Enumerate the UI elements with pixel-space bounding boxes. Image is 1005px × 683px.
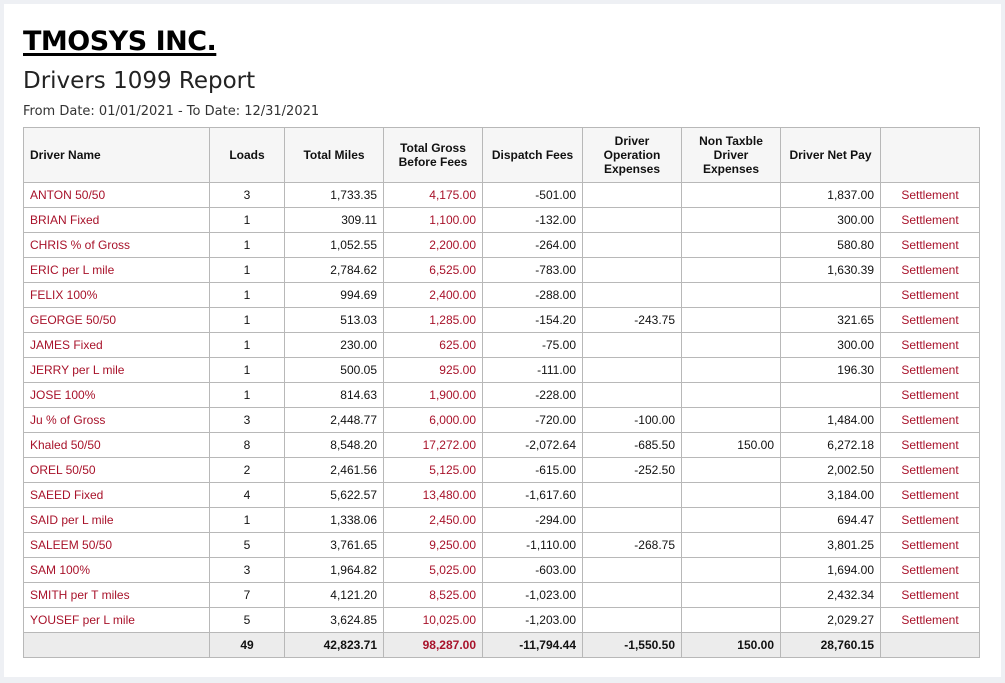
loads-cell: 3 xyxy=(210,183,285,208)
report-title: Drivers 1099 Report xyxy=(23,68,256,94)
table-row xyxy=(24,358,980,383)
net-pay-cell: 3,801.25 xyxy=(781,533,881,558)
settlement-link[interactable]: Settlement xyxy=(881,208,980,233)
settlement-link[interactable]: Settlement xyxy=(881,483,980,508)
settlement-link[interactable]: Settlement xyxy=(881,283,980,308)
non-taxable-expenses-cell xyxy=(682,308,781,333)
non-taxable-expenses-cell xyxy=(682,583,781,608)
table-row xyxy=(24,583,980,608)
total-gross-cell: 13,480.00 xyxy=(384,483,483,508)
table-row xyxy=(24,258,980,283)
col-dispatch-fees: Dispatch Fees xyxy=(483,128,583,183)
non-taxable-expenses-cell xyxy=(682,458,781,483)
settlement-link[interactable]: Settlement xyxy=(881,583,980,608)
loads-cell: 5 xyxy=(210,608,285,633)
total-miles-cell: 8,548.20 xyxy=(285,433,384,458)
non-taxable-expenses-cell xyxy=(682,183,781,208)
settlement-link[interactable]: Settlement xyxy=(881,533,980,558)
total-miles-cell: 994.69 xyxy=(285,283,384,308)
table-row xyxy=(24,508,980,533)
table-body xyxy=(24,183,980,633)
driver-name-link[interactable]: JERRY per L mile xyxy=(24,358,210,383)
operation-expenses-cell xyxy=(583,358,682,383)
total-gross-cell: 8,525.00 xyxy=(384,583,483,608)
non-taxable-expenses-cell xyxy=(682,208,781,233)
driver-name-link[interactable]: SAM 100% xyxy=(24,558,210,583)
dispatch-fees-cell: -75.00 xyxy=(483,333,583,358)
loads-cell: 1 xyxy=(210,358,285,383)
driver-name-link[interactable]: ERIC per L mile xyxy=(24,258,210,283)
loads-cell: 5 xyxy=(210,533,285,558)
dispatch-fees-cell: -1,023.00 xyxy=(483,583,583,608)
total-gross-cell: 1,285.00 xyxy=(384,308,483,333)
driver-name-link[interactable]: ANTON 50/50 xyxy=(24,183,210,208)
totals-gross: 98,287.00 xyxy=(384,633,483,658)
loads-cell: 1 xyxy=(210,258,285,283)
operation-expenses-cell: -252.50 xyxy=(583,458,682,483)
table-row xyxy=(24,208,980,233)
driver-name-link[interactable]: SAEED Fixed xyxy=(24,483,210,508)
operation-expenses-cell: -100.00 xyxy=(583,408,682,433)
net-pay-cell: 694.47 xyxy=(781,508,881,533)
operation-expenses-cell xyxy=(583,283,682,308)
total-gross-cell: 10,025.00 xyxy=(384,608,483,633)
date-range: From Date: 01/01/2021 - To Date: 12/31/2021 xyxy=(23,104,320,119)
dispatch-fees-cell: -154.20 xyxy=(483,308,583,333)
col-driver-operation-expenses: Driver Operation Expenses xyxy=(583,128,682,183)
net-pay-cell: 580.80 xyxy=(781,233,881,258)
loads-cell: 1 xyxy=(210,208,285,233)
settlement-link[interactable]: Settlement xyxy=(881,183,980,208)
net-pay-cell: 2,002.50 xyxy=(781,458,881,483)
driver-name-link[interactable]: CHRIS % of Gross xyxy=(24,233,210,258)
driver-name-link[interactable]: JAMES Fixed xyxy=(24,333,210,358)
operation-expenses-cell: -268.75 xyxy=(583,533,682,558)
driver-name-link[interactable]: FELIX 100% xyxy=(24,283,210,308)
settlement-link[interactable]: Settlement xyxy=(881,508,980,533)
table-row xyxy=(24,283,980,308)
total-miles-cell: 2,448.77 xyxy=(285,408,384,433)
operation-expenses-cell xyxy=(583,383,682,408)
total-miles-cell: 1,338.06 xyxy=(285,508,384,533)
total-gross-cell: 6,000.00 xyxy=(384,408,483,433)
operation-expenses-cell xyxy=(583,208,682,233)
table-row xyxy=(24,233,980,258)
loads-cell: 1 xyxy=(210,383,285,408)
operation-expenses-cell xyxy=(583,483,682,508)
dispatch-fees-cell: -615.00 xyxy=(483,458,583,483)
non-taxable-expenses-cell xyxy=(682,283,781,308)
totals-row xyxy=(24,633,980,658)
table-row xyxy=(24,308,980,333)
total-gross-cell: 2,450.00 xyxy=(384,508,483,533)
non-taxable-expenses-cell: 150.00 xyxy=(682,433,781,458)
table-row xyxy=(24,408,980,433)
loads-cell: 1 xyxy=(210,308,285,333)
total-gross-cell: 4,175.00 xyxy=(384,183,483,208)
total-miles-cell: 230.00 xyxy=(285,333,384,358)
driver-name-link[interactable]: SALEEM 50/50 xyxy=(24,533,210,558)
drivers-1099-table xyxy=(23,127,980,658)
net-pay-cell: 1,694.00 xyxy=(781,558,881,583)
settlement-link[interactable]: Settlement xyxy=(881,308,980,333)
settlement-link[interactable]: Settlement xyxy=(881,458,980,483)
col-non-taxable-expenses: Non Taxble Driver Expenses xyxy=(682,128,781,183)
col-total-miles: Total Miles xyxy=(285,128,384,183)
driver-name-link[interactable]: JOSE 100% xyxy=(24,383,210,408)
settlement-link[interactable]: Settlement xyxy=(881,558,980,583)
table-row xyxy=(24,383,980,408)
non-taxable-expenses-cell xyxy=(682,333,781,358)
loads-cell: 1 xyxy=(210,233,285,258)
driver-name-link[interactable]: SAID per L mile xyxy=(24,508,210,533)
totals-non-taxable-expenses: 150.00 xyxy=(682,633,781,658)
operation-expenses-cell xyxy=(583,333,682,358)
dispatch-fees-cell: -2,072.64 xyxy=(483,433,583,458)
dispatch-fees-cell: -501.00 xyxy=(483,183,583,208)
dispatch-fees-cell: -1,110.00 xyxy=(483,533,583,558)
col-driver-name: Driver Name xyxy=(24,128,210,183)
net-pay-cell: 1,630.39 xyxy=(781,258,881,283)
dispatch-fees-cell: -603.00 xyxy=(483,558,583,583)
total-miles-cell: 2,784.62 xyxy=(285,258,384,283)
operation-expenses-cell: -685.50 xyxy=(583,433,682,458)
dispatch-fees-cell: -294.00 xyxy=(483,508,583,533)
total-gross-cell: 1,100.00 xyxy=(384,208,483,233)
operation-expenses-cell xyxy=(583,608,682,633)
total-miles-cell: 1,964.82 xyxy=(285,558,384,583)
net-pay-cell: 1,837.00 xyxy=(781,183,881,208)
net-pay-cell: 321.65 xyxy=(781,308,881,333)
dispatch-fees-cell: -720.00 xyxy=(483,408,583,433)
non-taxable-expenses-cell xyxy=(682,608,781,633)
dispatch-fees-cell: -264.00 xyxy=(483,233,583,258)
total-gross-cell: 5,025.00 xyxy=(384,558,483,583)
total-miles-cell: 3,761.65 xyxy=(285,533,384,558)
col-action xyxy=(881,128,980,183)
col-loads: Loads xyxy=(210,128,285,183)
settlement-link[interactable]: Settlement xyxy=(881,233,980,258)
settlement-link[interactable]: Settlement xyxy=(881,408,980,433)
total-miles-cell: 1,052.55 xyxy=(285,233,384,258)
settlement-link[interactable]: Settlement xyxy=(881,608,980,633)
driver-name-link[interactable]: OREL 50/50 xyxy=(24,458,210,483)
net-pay-cell: 6,272.18 xyxy=(781,433,881,458)
dispatch-fees-cell: -111.00 xyxy=(483,358,583,383)
dispatch-fees-cell: -228.00 xyxy=(483,383,583,408)
net-pay-cell: 1,484.00 xyxy=(781,408,881,433)
operation-expenses-cell xyxy=(583,558,682,583)
net-pay-cell: 196.30 xyxy=(781,358,881,383)
net-pay-cell: 3,184.00 xyxy=(781,483,881,508)
non-taxable-expenses-cell xyxy=(682,258,781,283)
operation-expenses-cell: -243.75 xyxy=(583,308,682,333)
non-taxable-expenses-cell xyxy=(682,358,781,383)
total-miles-cell: 4,121.20 xyxy=(285,583,384,608)
dispatch-fees-cell: -783.00 xyxy=(483,258,583,283)
table-row xyxy=(24,333,980,358)
dispatch-fees-cell: -288.00 xyxy=(483,283,583,308)
settlement-link[interactable]: Settlement xyxy=(881,383,980,408)
operation-expenses-cell xyxy=(583,183,682,208)
totals-net-pay: 28,760.15 xyxy=(781,633,881,658)
operation-expenses-cell xyxy=(583,233,682,258)
table-header-row xyxy=(24,128,980,183)
total-miles-cell: 814.63 xyxy=(285,383,384,408)
total-miles-cell: 2,461.56 xyxy=(285,458,384,483)
settlement-link[interactable]: Settlement xyxy=(881,258,980,283)
totals-loads: 49 xyxy=(210,633,285,658)
driver-name-link[interactable]: Khaled 50/50 xyxy=(24,433,210,458)
loads-cell: 7 xyxy=(210,583,285,608)
net-pay-cell xyxy=(781,383,881,408)
net-pay-cell xyxy=(781,283,881,308)
table-row xyxy=(24,608,980,633)
loads-cell: 3 xyxy=(210,408,285,433)
total-gross-cell: 1,900.00 xyxy=(384,383,483,408)
loads-cell: 1 xyxy=(210,333,285,358)
table-row xyxy=(24,458,980,483)
totals-label xyxy=(24,633,210,658)
total-miles-cell: 309.11 xyxy=(285,208,384,233)
total-gross-cell: 5,125.00 xyxy=(384,458,483,483)
table-row xyxy=(24,533,980,558)
non-taxable-expenses-cell xyxy=(682,408,781,433)
total-miles-cell: 3,624.85 xyxy=(285,608,384,633)
loads-cell: 8 xyxy=(210,433,285,458)
net-pay-cell: 2,432.34 xyxy=(781,583,881,608)
totals-dispatch-fees: -11,794.44 xyxy=(483,633,583,658)
dispatch-fees-cell: -132.00 xyxy=(483,208,583,233)
table-row xyxy=(24,433,980,458)
non-taxable-expenses-cell xyxy=(682,483,781,508)
report-page xyxy=(4,4,1001,677)
total-miles-cell: 500.05 xyxy=(285,358,384,383)
loads-cell: 2 xyxy=(210,458,285,483)
total-miles-cell: 513.03 xyxy=(285,308,384,333)
operation-expenses-cell xyxy=(583,258,682,283)
net-pay-cell: 2,029.27 xyxy=(781,608,881,633)
non-taxable-expenses-cell xyxy=(682,383,781,408)
total-gross-cell: 625.00 xyxy=(384,333,483,358)
table-row xyxy=(24,558,980,583)
operation-expenses-cell xyxy=(583,583,682,608)
total-miles-cell: 5,622.57 xyxy=(285,483,384,508)
totals-miles: 42,823.71 xyxy=(285,633,384,658)
driver-name-link[interactable]: GEORGE 50/50 xyxy=(24,308,210,333)
non-taxable-expenses-cell xyxy=(682,508,781,533)
net-pay-cell: 300.00 xyxy=(781,208,881,233)
driver-name-link[interactable]: BRIAN Fixed xyxy=(24,208,210,233)
settlement-link[interactable]: Settlement xyxy=(881,333,980,358)
settlement-link[interactable]: Settlement xyxy=(881,433,980,458)
settlement-link[interactable]: Settlement xyxy=(881,358,980,383)
loads-cell: 1 xyxy=(210,283,285,308)
totals-action xyxy=(881,633,980,658)
total-gross-cell: 2,200.00 xyxy=(384,233,483,258)
company-name: TMOSYS INC. xyxy=(23,26,217,57)
dispatch-fees-cell: -1,203.00 xyxy=(483,608,583,633)
non-taxable-expenses-cell xyxy=(682,233,781,258)
non-taxable-expenses-cell xyxy=(682,533,781,558)
loads-cell: 4 xyxy=(210,483,285,508)
net-pay-cell: 300.00 xyxy=(781,333,881,358)
total-miles-cell: 1,733.35 xyxy=(285,183,384,208)
dispatch-fees-cell: -1,617.60 xyxy=(483,483,583,508)
total-gross-cell: 2,400.00 xyxy=(384,283,483,308)
loads-cell: 1 xyxy=(210,508,285,533)
col-driver-net-pay: Driver Net Pay xyxy=(781,128,881,183)
total-gross-cell: 925.00 xyxy=(384,358,483,383)
table-row xyxy=(24,483,980,508)
total-gross-cell: 17,272.00 xyxy=(384,433,483,458)
table-row xyxy=(24,183,980,208)
totals-operation-expenses: -1,550.50 xyxy=(583,633,682,658)
driver-name-link[interactable]: Ju % of Gross xyxy=(24,408,210,433)
total-gross-cell: 9,250.00 xyxy=(384,533,483,558)
driver-name-link[interactable]: SMITH per T miles xyxy=(24,583,210,608)
non-taxable-expenses-cell xyxy=(682,558,781,583)
total-gross-cell: 6,525.00 xyxy=(384,258,483,283)
operation-expenses-cell xyxy=(583,508,682,533)
loads-cell: 3 xyxy=(210,558,285,583)
col-total-gross: Total Gross Before Fees xyxy=(384,128,483,183)
driver-name-link[interactable]: YOUSEF per L mile xyxy=(24,608,210,633)
